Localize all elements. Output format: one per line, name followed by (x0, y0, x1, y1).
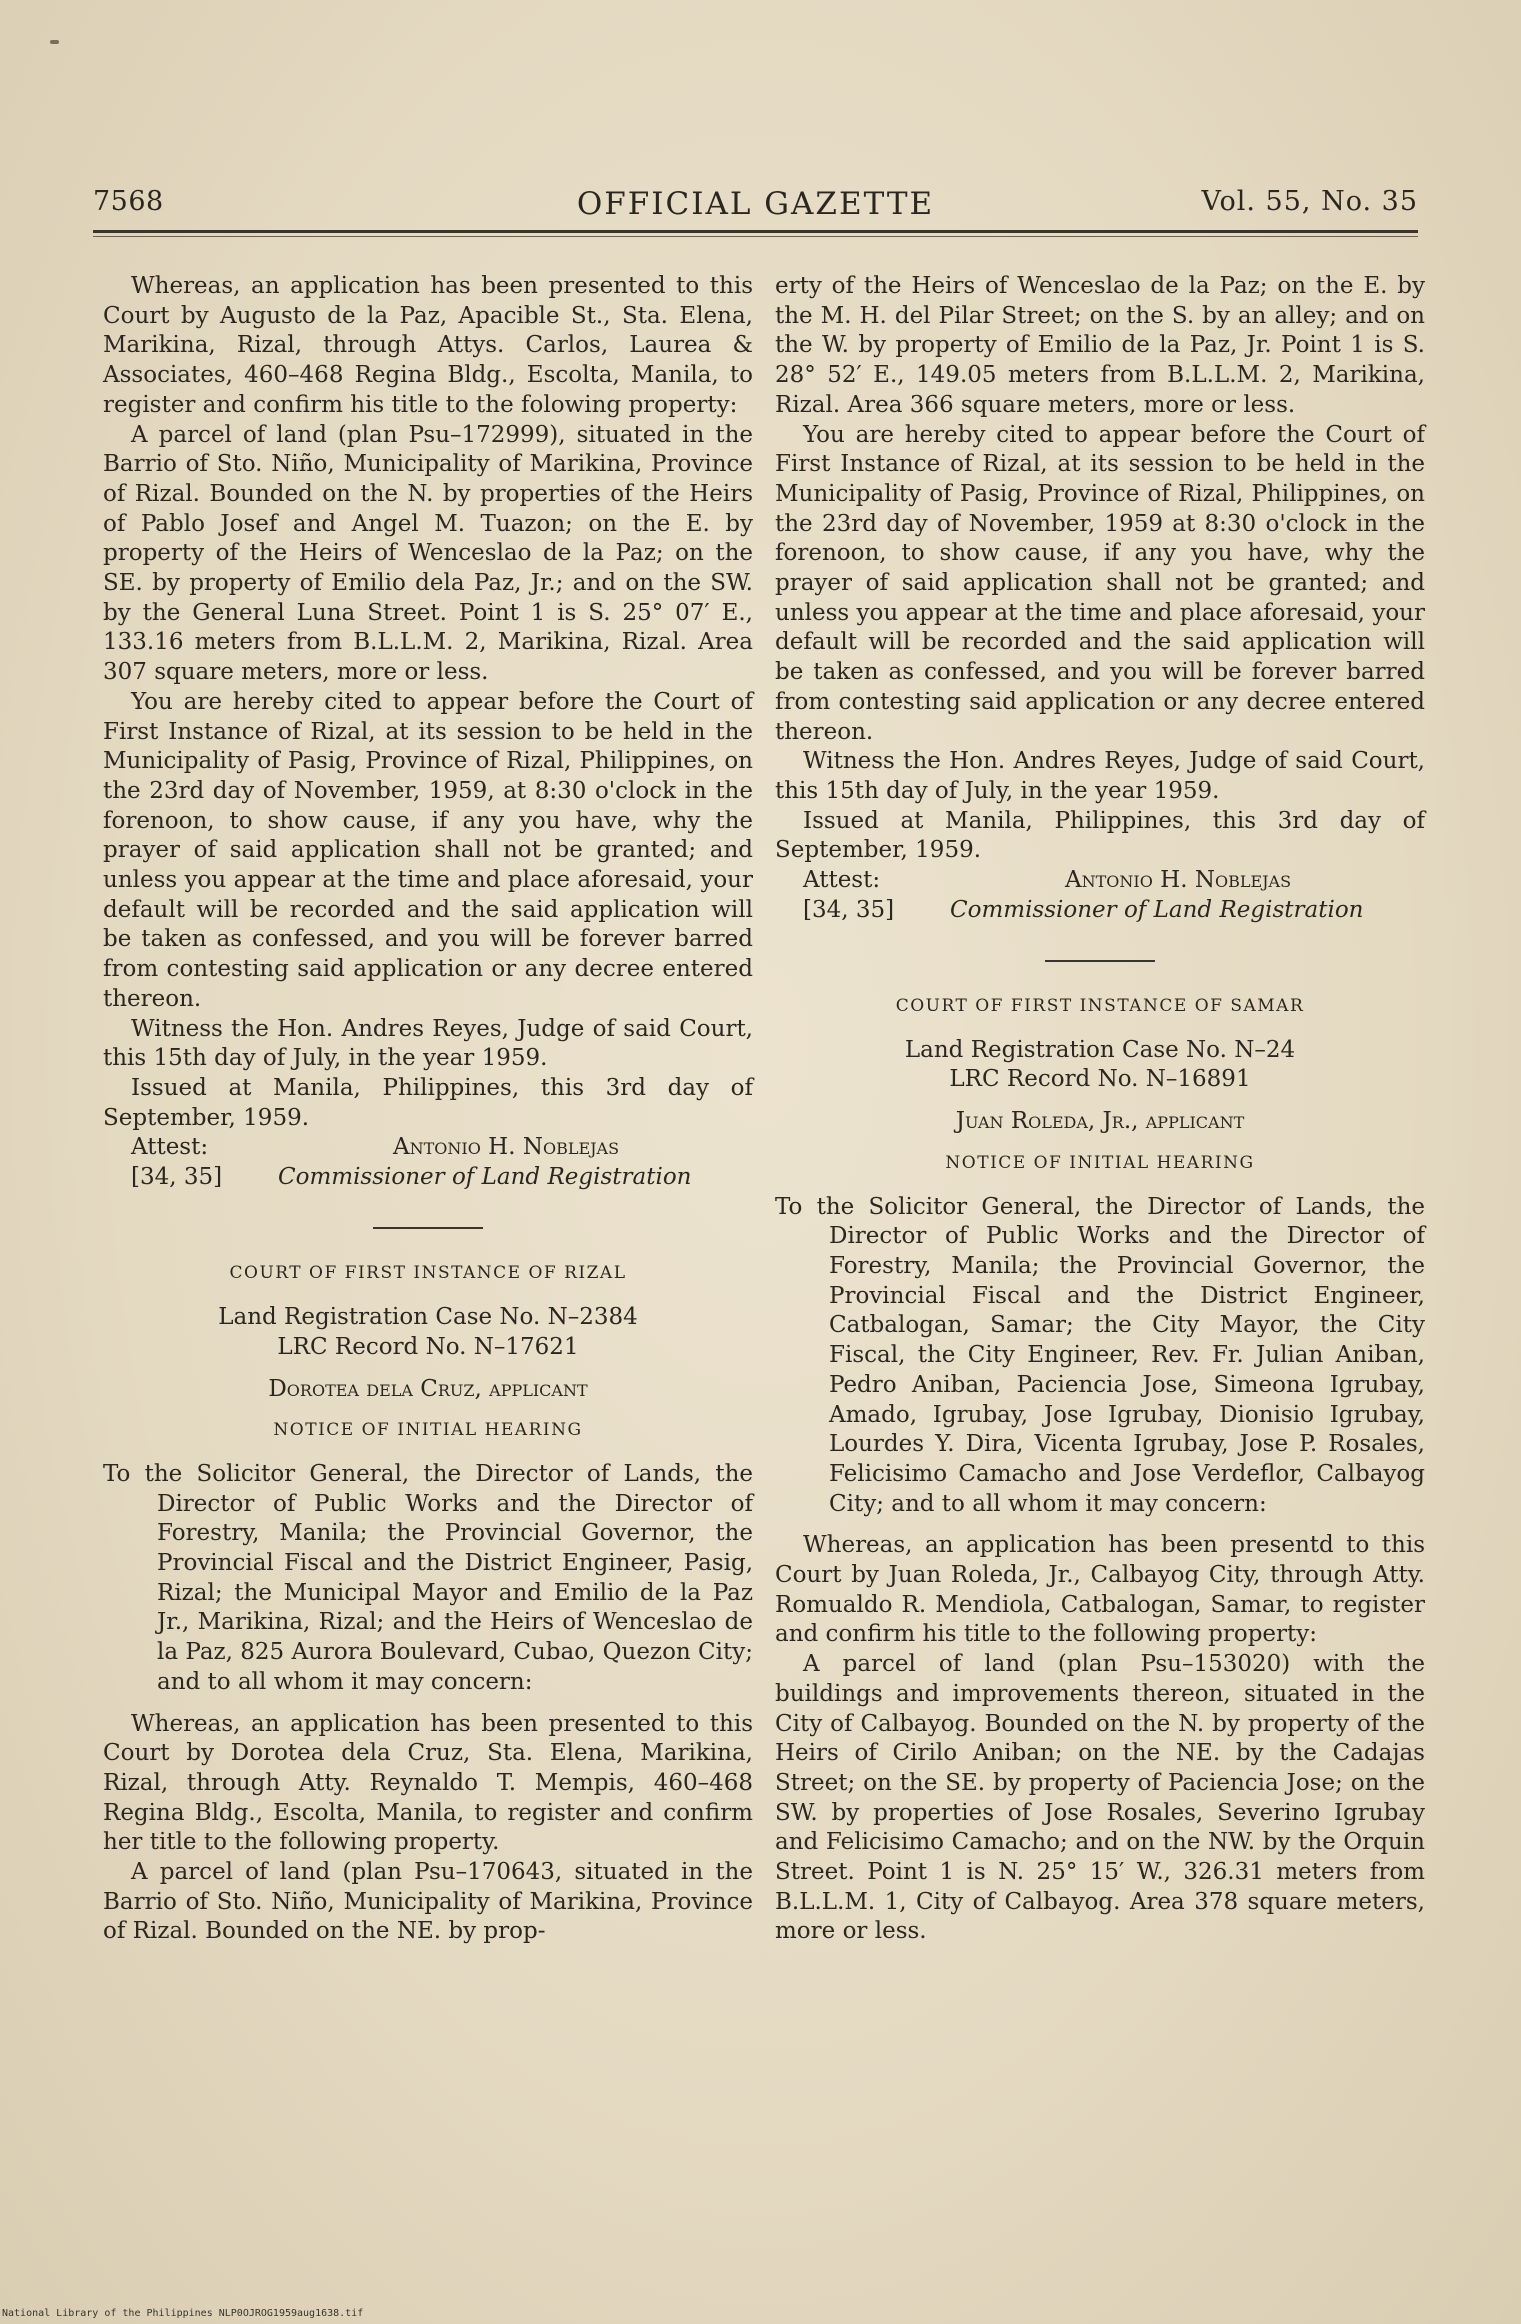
paragraph: A parcel of land (plan Psu–172999), situated in the Barrio of Sto. Niño, Municipality of Marikina, Province of Rizal. Bounded on the N. by properties of the Heirs of Pablo Josef and Angel M. Tuazon; on the E. by property of the Heirs of Wenceslao de la Paz; on the SE. by property of Emilio dela Paz, Jr.; and on the SW. by the General Luna Street. Point 1 is S. 25° 07′ E., 133.16 meters from B.L.L.M. 2, Marikina, Rizal. Area 307 square meters, more or less. (103, 421, 753, 686)
page-header (93, 186, 1418, 236)
section-divider (1045, 960, 1155, 962)
paragraph: A parcel of land (plan Psu–153020) with the buildings and improvements thereon, situated in the City of Calbayog. Bounded on the N. by property of the Heirs of Cirilo Aniban; on the NE. by the Cadajas Street; on the SE. by property of Paciencia Jose; on the SW. by properties of Jose Rosales, Severino Igrubay and Felicisimo Camacho; and on the NW. by the Orquin Street. Point 1 is N. 25° 15′ W., 326.31 meters from B.L.L.M. 1, City of Calbayog. Area 378 square meters, more or less. (775, 1651, 1425, 1945)
attest-role: Commissioner of Land Registration (278, 1164, 692, 1191)
paragraph: Witness the Hon. Andres Reyes, Judge of said Court, this 15th day of July, in the year 1959. (103, 1015, 753, 1072)
attest-label: Attest: (803, 867, 881, 894)
paragraph: Witness the Hon. Andres Reyes, Judge of said Court, this 15th day of July, in the year 1959. (775, 748, 1425, 804)
publication-title: OFFICIAL GAZETTE (576, 186, 935, 222)
issue-reference: [34, 35] (803, 897, 895, 924)
addressees: To the Solicitor General, the Director of Lands, the Director of Public Works and the Director of Forestry, Manila; the Provincial Governor, the Provincial Fiscal and the District Engineer, Pasig, Rizal; the Municipal Mayor and Emilio de la Paz Jr., Marikina, Rizal; and the Heirs of Wenceslao de la Paz, 825 Aurora Boulevard, Cubao, Quezon City; and to all whom it may concern: (103, 1460, 753, 1695)
applicant-line: Juan Roleda, Jr., applicant (955, 1108, 1245, 1135)
attest-label: Attest: (131, 1134, 209, 1161)
notice-heading: NOTICE OF INITIAL HEARING (273, 1420, 583, 1441)
header-rule-thin (93, 236, 1418, 237)
paragraph: You are hereby cited to appear before the Court of First Instance of Rizal, at its session to be held in the Municipality of Pasig, Province of Rizal, Philippines, on the 23rd day of November, 1959, at 8:30 o'clock in the forenoon, to show cause, if any you have, why the prayer of said application shall not be granted; and unless you appear at the time and place aforesaid, your default will be recorded and the said application will be taken as confessed, and you will be forever barred from contesting said application or any decree entered thereon. (103, 688, 753, 1012)
issue-reference: [34, 35] (131, 1164, 223, 1191)
paragraph: You are hereby cited to appear before the Court of First Instance of Rizal, at its session to be held in the Municipality of Pasig, Province of Rizal, Philippines, on the 23rd day of November, 1959 at 8:30 o'clock in the forenoon, to show cause, if any you have, why the prayer of said application shall not be granted; and unless you appear at the time and place aforesaid, your default will be recorded and the said application will be taken as confessed, and you will be forever barred from contesting said application or any decree entered thereon. (775, 421, 1425, 745)
attest-role: Commissioner of Land Registration (950, 897, 1364, 924)
paragraph: Issued at Manila, Philippines, this 3rd day of September, 1959. (103, 1074, 753, 1131)
right-column (775, 272, 1425, 1947)
paragraph: A parcel of land (plan Psu–170643, situated in the Barrio of Sto. Niño, Municipality of Marikina, Province of Rizal. Bounded on the NE. by prop- (103, 1859, 753, 1945)
paragraph: erty of the Heirs of Wenceslao de la Paz; on the E. by the M. H. del Pilar Street; on the S. by an alley; and on the W. by property of Emilio de la Paz, Jr. Point 1 is S. 28° 52′ E., 149.05 meters from B.L.L.M. 2, Marikina, Rizal. Area 366 square meters, more or less. (775, 273, 1425, 418)
page-number: 7568 (93, 186, 164, 217)
attestation-block (103, 1133, 753, 1193)
paper-speck (50, 40, 59, 44)
attestation-block (775, 866, 1425, 926)
addressees: To the Solicitor General, the Director of Lands, the Director of Public Works and the Director of Forestry, Manila; the Provincial Governor, the Provincial Fiscal and the District Engineer, Catbalogan, Samar; the City Mayor, the City Fiscal, the City Engineer, Rev. Fr. Julian Aniban, Pedro Aniban, Paciencia Jose, Simeona Igrubay, Amado, Igrubay, Jose Igrubay, Dionisio Igrubay, Lourdes Y. Dira, Vicenta Igrubay, Jose P. Rosales, Felicisimo Camacho and Jose Verdeflor, Calbayog City; and to all whom it may concern: (775, 1193, 1425, 1517)
paragraph: Issued at Manila, Philippines, this 3rd day of September, 1959. (775, 807, 1425, 864)
notice-heading: NOTICE OF INITIAL HEARING (945, 1152, 1255, 1173)
paragraph: Whereas, an application has been presented to this Court by Augusto de la Paz, Apacible St., Sta. Elena, Marikina, Rizal, through Attys. Carlos, Laurea & Associates, 460–468 Regina Bldg., Escolta, Manila, to register and confirm his title to the folowing property: (103, 273, 753, 418)
scan-credit: National Library of the Philippines NLP0OJROG1959aug1638.tif (2, 2308, 364, 2319)
paragraph: Whereas, an application has been presentd to this Court by Juan Roleda, Jr., Calbayog City, through Atty. Romualdo R. Mendiola, Catbalogan, Samar, to register and confirm his title to the following property: (775, 1532, 1425, 1648)
header-rule (93, 230, 1418, 233)
attest-name: Antonio H. Noblejas (393, 1134, 620, 1161)
volume-number: Vol. 55, No. 35 (1201, 186, 1418, 217)
case-number: Land Registration Case No. N–24 (904, 1036, 1296, 1063)
applicant-line: Dorotea dela Cruz, applicant (268, 1375, 588, 1402)
section-divider (373, 1227, 483, 1229)
attest-name: Antonio H. Noblejas (1065, 867, 1292, 894)
record-number: LRC Record No. N–17621 (277, 1333, 579, 1360)
court-heading: COURT OF FIRST INSTANCE OF RIZAL (229, 1263, 627, 1284)
case-number: Land Registration Case No. N–2384 (218, 1304, 638, 1331)
left-column (103, 272, 753, 1947)
record-number: LRC Record No. N–16891 (949, 1066, 1251, 1093)
court-heading: COURT OF FIRST INSTANCE OF SAMAR (895, 996, 1305, 1017)
paragraph: Whereas, an application has been presented to this Court by Dorotea dela Cruz, Sta. Elena, Marikina, Rizal, through Atty. Reynaldo T. Mempis, 460–468 Regina Bldg., Escolta, Manila, to register and confirm her title to the following property. (103, 1710, 753, 1856)
